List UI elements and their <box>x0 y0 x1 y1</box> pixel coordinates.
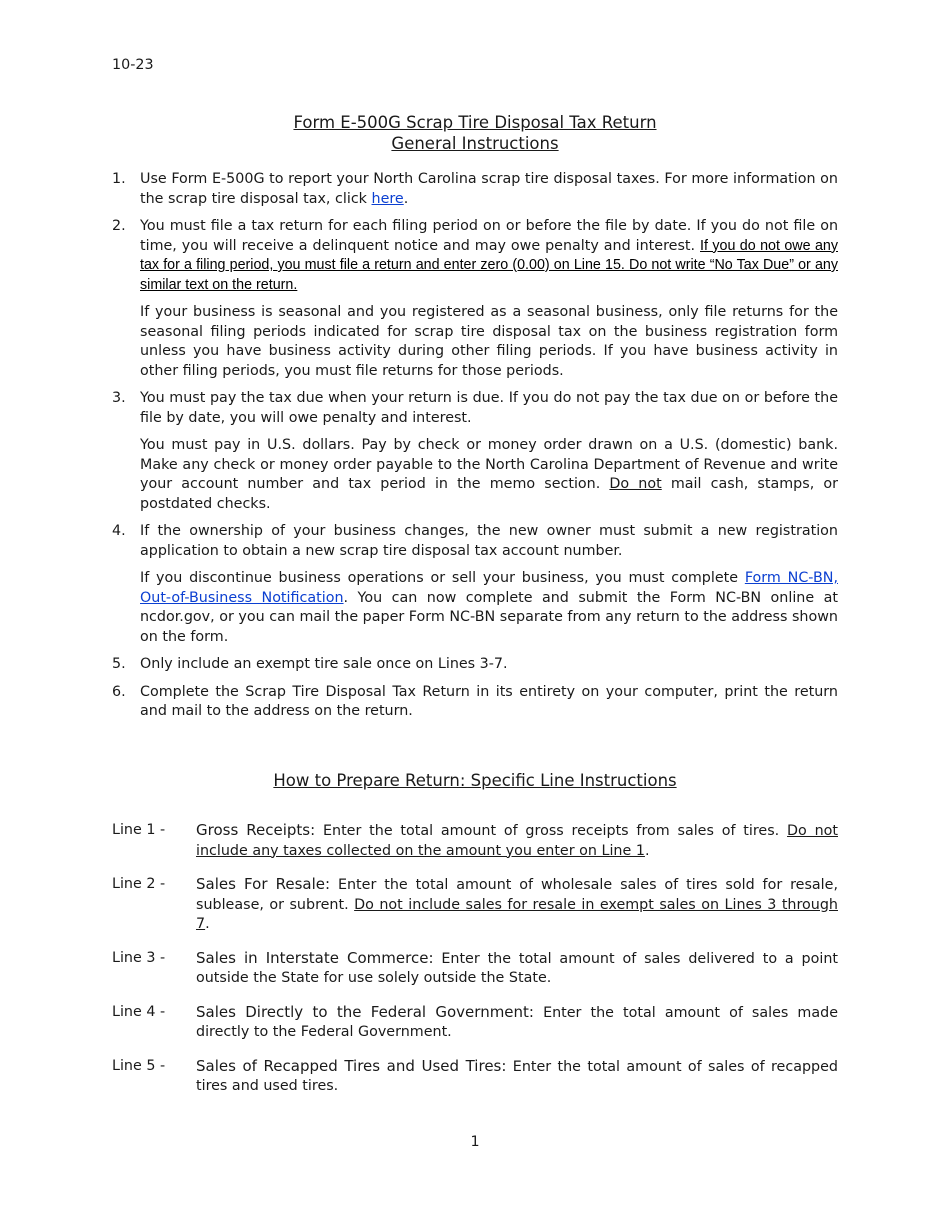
line-instruction <box>112 821 838 861</box>
item-body <box>140 655 838 675</box>
list-item <box>112 522 838 647</box>
line-text <box>196 875 838 935</box>
line-text <box>196 1003 838 1043</box>
line-label: Line 2 - <box>112 876 166 892</box>
item-text: Use Form E-500G to report your North Carolina scrap tire disposal taxes. For more information on the scrap tire disposal tax, click <box>140 171 838 207</box>
line-underlined-note: Do not include sales for resale in exempt sales on Lines 3 through 7 <box>196 896 838 932</box>
line-description: Enter the total amount of gross receipts from sales of tires. <box>315 823 788 839</box>
page-title <box>112 112 838 154</box>
line-text <box>196 1057 838 1097</box>
list-item <box>112 683 838 722</box>
line-name: Sales For Resale: <box>196 875 331 893</box>
item-body <box>140 170 838 209</box>
form-nc-bn-link[interactable]: Form NC-BN, Out-of-Business Notification <box>140 570 838 606</box>
line-label: Line 5 - <box>112 1057 166 1074</box>
form-subtitle: General Instructions <box>391 134 559 153</box>
line-name: Sales in Interstate Commerce: <box>196 948 434 967</box>
general-instructions-list <box>112 170 838 730</box>
line-instruction <box>112 1003 838 1043</box>
item-text: You must pay the tax due when your return is due. If you do not pay the tax due on or before the file by date, you will owe penalty and interest. <box>140 390 838 426</box>
do-not-emphasis: Do not <box>609 476 662 492</box>
line-instruction <box>112 949 838 989</box>
line-underlined-note: Do not include any taxes collected on the amount you enter on Line 1 <box>196 823 838 859</box>
line-text <box>196 949 838 989</box>
line-name: Gross Receipts: <box>196 821 316 839</box>
line-text <box>196 821 838 861</box>
item-text: Complete the Scrap Tire Disposal Tax Return in its entirety on your computer, print the return and mail to the address on the return. <box>140 683 838 719</box>
list-item <box>112 170 838 209</box>
list-item <box>112 655 838 675</box>
form-title: Form E-500G Scrap Tire Disposal Tax Return <box>293 113 657 132</box>
line-label: Line 3 - <box>112 949 166 966</box>
item-text: If the ownership of your business changes, the new owner must submit a new registration application to obtain a new scrap tire disposal tax account number. <box>140 523 838 559</box>
line-label: Line 1 - <box>112 822 166 838</box>
payment-paragraph: You must pay in U.S. dollars. Pay by check or money order drawn on a U.S. (domestic) bank. Make any check or money order payable to the North Carolina Department of Revenue and write your account number and tax period in the memo section. <box>140 437 838 492</box>
line-description: Enter the total amount of wholesale sales of tires sold for resale, sublease, or subrent. <box>196 877 838 913</box>
line-instructions-list <box>112 821 838 1111</box>
page-number: 1 <box>470 1134 480 1150</box>
item-number: 4. <box>112 523 126 539</box>
item-text: You must file a tax return for each filing period on or before the file by date. If you do not file on time, you will receive a delinquent notice and may owe penalty and interest. <box>140 218 838 254</box>
line-name: Sales Directly to the Federal Government: <box>196 1002 534 1021</box>
seasonal-paragraph: If your business is seasonal and you registered as a seasonal business, only file returns for the seasonal filing periods indicated for scrap tire disposal tax on the business registration form unless you have business activity during other filing periods. If you have business activity in other filing periods, you must file returns for those periods. <box>140 304 838 379</box>
item-body <box>140 683 838 722</box>
discontinue-paragraph: If you discontinue business operations or sell your business, you must complete <box>140 570 745 586</box>
line-description: Enter the total amount of sales of recapped tires and used tires. <box>196 1058 838 1094</box>
here-link[interactable]: here <box>371 190 404 207</box>
line-instruction <box>112 875 838 935</box>
item-body <box>140 389 838 514</box>
item-number: 6. <box>112 683 126 700</box>
discontinue-paragraph-end: . You can now complete and submit the Form NC-BN online at ncdor.gov, or you can mail the paper Form NC-BN separate from any return to the address shown on the form. <box>140 589 838 645</box>
item-text-end: . <box>403 190 409 207</box>
item-number: 5. <box>112 656 126 672</box>
item-number: 3. <box>112 390 126 406</box>
line-name: Sales of Recapped Tires and Used Tires: <box>196 1056 507 1075</box>
zero-return-notice: If you do not owe any tax for a filing period, you must file a return and enter zero (0.00) on Line 15. Do not write “No Tax Due” or any similar text on the return. <box>140 237 838 293</box>
payment-paragraph-end: mail cash, stamps, or postdated checks. <box>140 476 839 512</box>
line-end: . <box>205 916 210 932</box>
item-body <box>140 522 838 647</box>
line-description: Enter the total amount of sales made directly to the Federal Government. <box>196 1004 838 1040</box>
line-end: . <box>644 842 650 859</box>
line-label: Line 4 - <box>112 1003 166 1020</box>
item-text: Only include an exempt tire sale once on Lines 3-7. <box>140 656 508 672</box>
item-body <box>140 217 838 381</box>
item-number: 2. <box>112 218 126 234</box>
list-item <box>112 389 838 514</box>
line-description: Enter the total amount of sales delivered to a point outside the State for use solely outside the State. <box>196 950 838 986</box>
specific-instructions-heading: How to Prepare Return: Specific Line Instructions <box>273 771 677 790</box>
line-instruction <box>112 1057 838 1097</box>
item-number: 1. <box>112 171 126 187</box>
revision-date: 10-23 <box>112 57 154 73</box>
list-item <box>112 217 838 381</box>
